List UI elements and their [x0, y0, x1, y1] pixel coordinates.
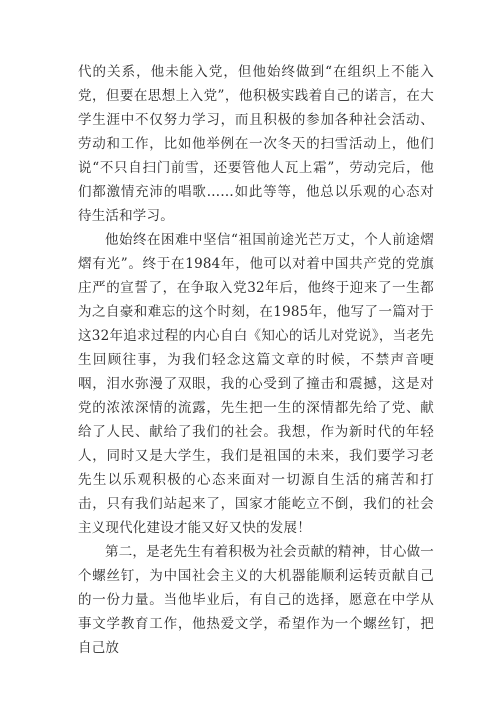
paragraph-2: 他始终在困难中坚信“祖国前途光芒万丈，个人前途熠熠有光”。终于在1984年，他可以对着中国共产党的党旗庄严的宣誓了，在争取入党32年后，他终于迎来了一生都为之自豪和难忘的这个时刻，在1985年，他写了一篇对于这32年追求过程的内心自白《知心的话儿对党说》，当老先生回顾往事，为我们轻念这篇文章的时候，不禁声音哽咽，泪水弥漫了双眼，我的心受到了撞击和震撼，这是对党的浓浓深情的流露，先生把一生的深情都先给了党、献给了人民、献给了我们的社会。我想，作为新时代的年轻人，同时又是大学生，我们是祖国的未来，我们要学习老先生以乐观积极的心态来面对一切源自生活的痛苦和打击，只有我们站起来了，国家才能屹立不倒，我们的社会主义现代化建设才能又好又快的发展！ — [78, 232, 434, 536]
paragraph-3: 第二，是老先生有着积极为社会贡献的精神，甘心做一个螺丝钉，为中国社会主义的大机器能顺利运转贡献自己的一份力量。当他毕业后，有自己的选择，愿意在中学从事文学教育工作，他热爱文学，希望作为一个螺丝钉，把自己放 — [78, 544, 434, 656]
paragraph-1: 代的关系，他未能入党，但他始终做到“在组织上不能入党，但要在思想上入党”，他积极实践着自己的诺言，在大学生涯中不仅努力学习，而且积极的参加各种社会活动、劳动和工作，比如他举例在一次冬天的扫雪活动上，他们说“不只自扫门前雪，还要管他人瓦上霜”，劳动完后，他们都激情充沛的唱歌……如此等等，他总以乐观的心态对待生活和学习。 — [78, 64, 434, 224]
document-body — [78, 60, 434, 660]
